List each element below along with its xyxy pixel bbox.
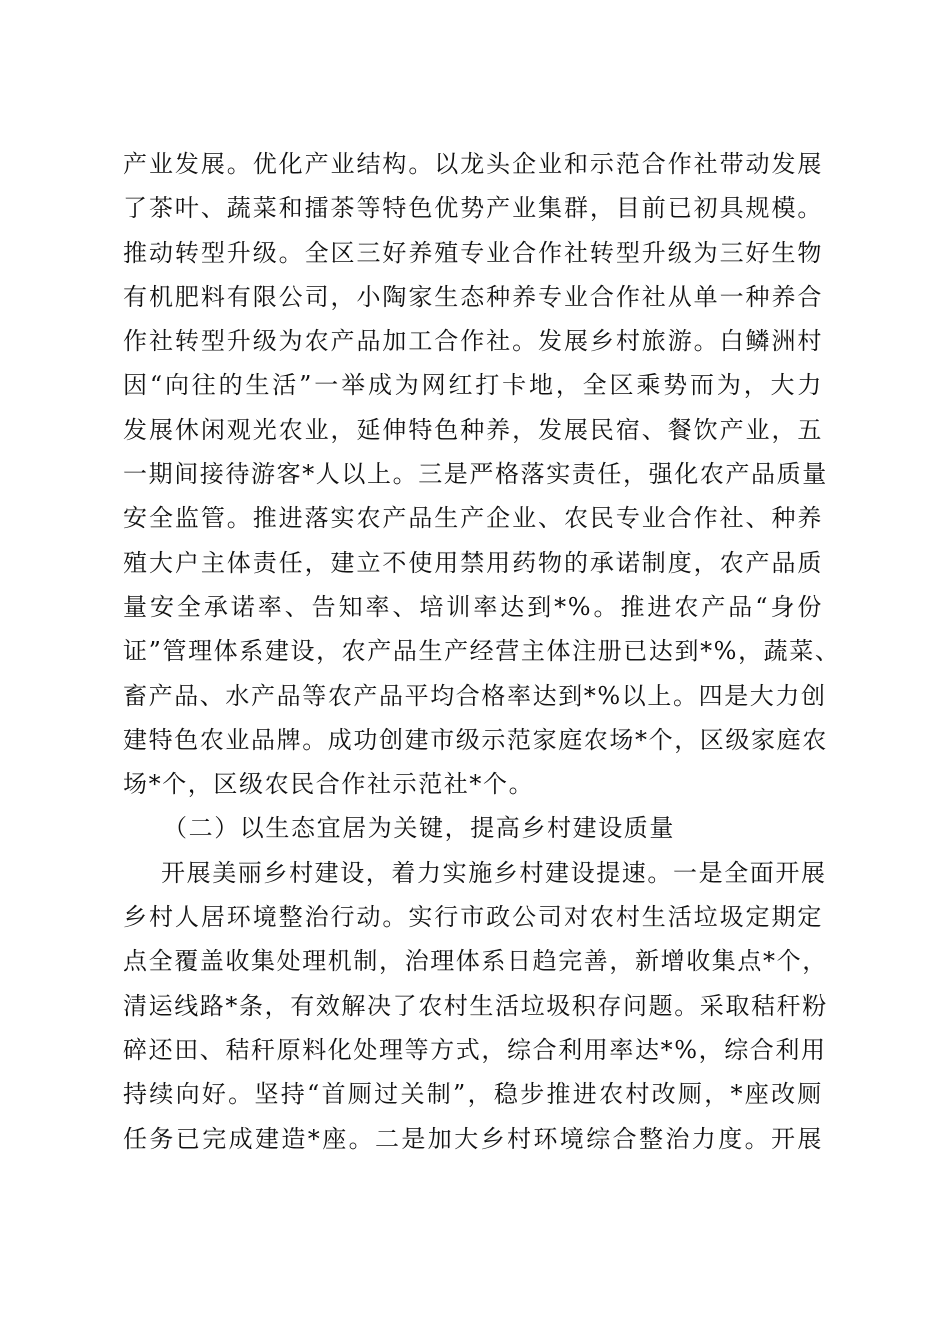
paragraph-line: 畜产品、水产品等农产品平均合格率达到*%以上。四是大力创 [123, 681, 827, 710]
paragraph-line: 开展美丽乡村建设，着力实施乡村建设提速。一是全面开展 [161, 858, 827, 887]
paragraph-line: 因“向往的生活”一举成为网红打卡地，全区乘势而为，大力 [123, 371, 823, 400]
paragraph-line: 了茶叶、蔬菜和擂茶等特色优势产业集群，目前已初具规模。 [123, 194, 823, 223]
paragraph-line: 安全监管。推进落实农产品生产企业、农民专业合作社、种养 [123, 504, 823, 533]
paragraph-line: 清运线路*条，有效解决了农村生活垃圾积存问题。采取秸秆粉 [123, 991, 828, 1020]
paragraph-line: 碎还田、秸秆原料化处理等方式，综合利用率达*%，综合利用 [123, 1035, 827, 1064]
paragraph-line: 推动转型升级。全区三好养殖专业合作社转型升级为三好生物 [123, 238, 823, 267]
paragraph-line: 有机肥料有限公司，小陶家生态种养专业合作社从单一种养合 [123, 282, 823, 311]
paragraph-line: 任务已完成建造*座。二是加大乡村环境综合整治力度。开展 [123, 1124, 823, 1153]
paragraph-line: 量安全承诺率、告知率、培训率达到*%。推进农产品“身份 [123, 592, 823, 621]
paragraph-line: 点全覆盖收集处理机制，治理体系日趋完善，新增收集点*个， [123, 947, 828, 976]
paragraph-line: 证”管理体系建设，农产品生产经营主体注册已达到*%，蔬菜、 [123, 637, 841, 666]
paragraph-line: 一期间接待游客*人以上。三是严格落实责任，强化农产品质量 [123, 460, 828, 489]
paragraph-line: 乡村人居环境整治行动。实行市政公司对农村生活垃圾定期定 [123, 903, 823, 932]
paragraph-line: 殖大户主体责任，建立不使用禁用药物的承诺制度，农产品质 [123, 548, 823, 577]
paragraph-line: 持续向好。坚持“首厕过关制”，稳步推进农村改厕，*座改厕 [123, 1080, 823, 1109]
paragraph-line: 作社转型升级为农产品加工合作社。发展乡村旅游。白鳞洲村 [123, 327, 823, 356]
section-heading: （二）以生态宜居为关键，提高乡村建设质量 [163, 814, 675, 843]
paragraph-line: 产业发展。优化产业结构。以龙头企业和示范合作社带动发展 [123, 150, 823, 178]
paragraph-line: 建特色农业品牌。成功创建市级示范家庭农场*个，区级家庭农 [123, 725, 828, 754]
paragraph-line: 发展休闲观光农业，延伸特色种养，发展民宿、餐饮产业，五 [123, 415, 823, 444]
document-body [123, 142, 841, 1161]
paragraph-line: 场*个，区级农民合作社示范社*个。 [123, 770, 535, 799]
